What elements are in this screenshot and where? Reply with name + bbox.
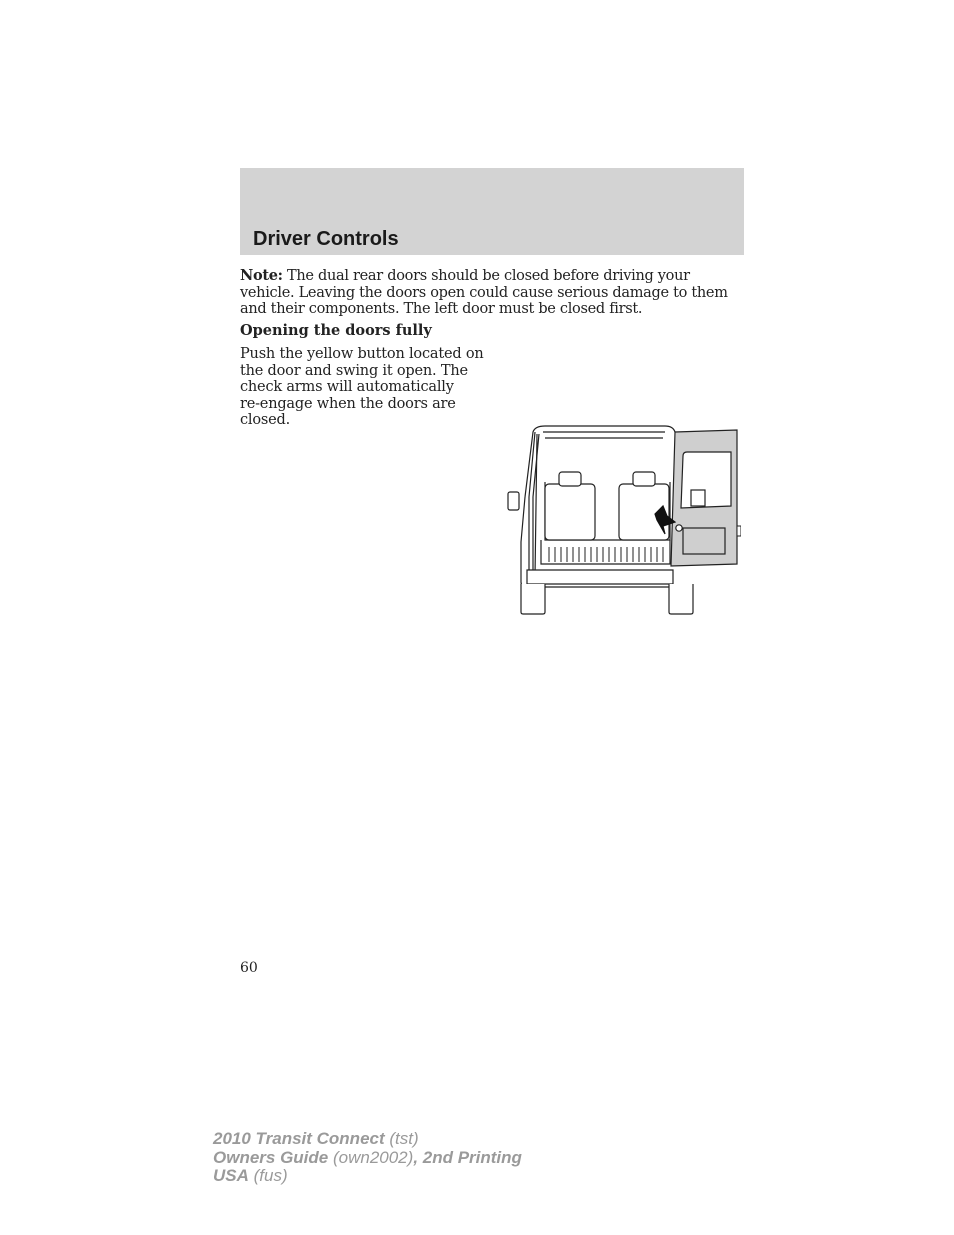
section-title: Driver Controls — [253, 228, 399, 250]
note-label: Note: — [240, 267, 283, 284]
instructions-line: re-engage when the doors are — [240, 395, 456, 412]
van-rear-door-open-icon — [505, 422, 741, 616]
instructions-paragraph — [240, 346, 485, 429]
instructions-line: check arms will automatically — [240, 379, 454, 395]
instructions-line: closed. — [240, 412, 291, 428]
footer-line-1: 2010 Transit Connect (tst) — [213, 1129, 419, 1148]
subheading-opening-doors: Opening the doors fully — [240, 322, 432, 339]
page-number: 60 — [240, 960, 258, 976]
instructions-line: Push the yellow button located on — [240, 346, 484, 362]
note-paragraph — [240, 268, 744, 318]
section-header-band — [240, 168, 744, 255]
footer-line-3: USA (fus) — [213, 1166, 288, 1185]
note-text: The dual rear doors should be closed before driving your vehicle. Leaving the doors open could cause serious damage to them and their components. The left door must be closed first. — [240, 268, 728, 317]
footer-line-2: Owners Guide (own2002), 2nd Printing — [213, 1147, 522, 1167]
instructions-line: the door and swing it open. The — [240, 362, 468, 379]
footer-imprint — [213, 1130, 522, 1186]
